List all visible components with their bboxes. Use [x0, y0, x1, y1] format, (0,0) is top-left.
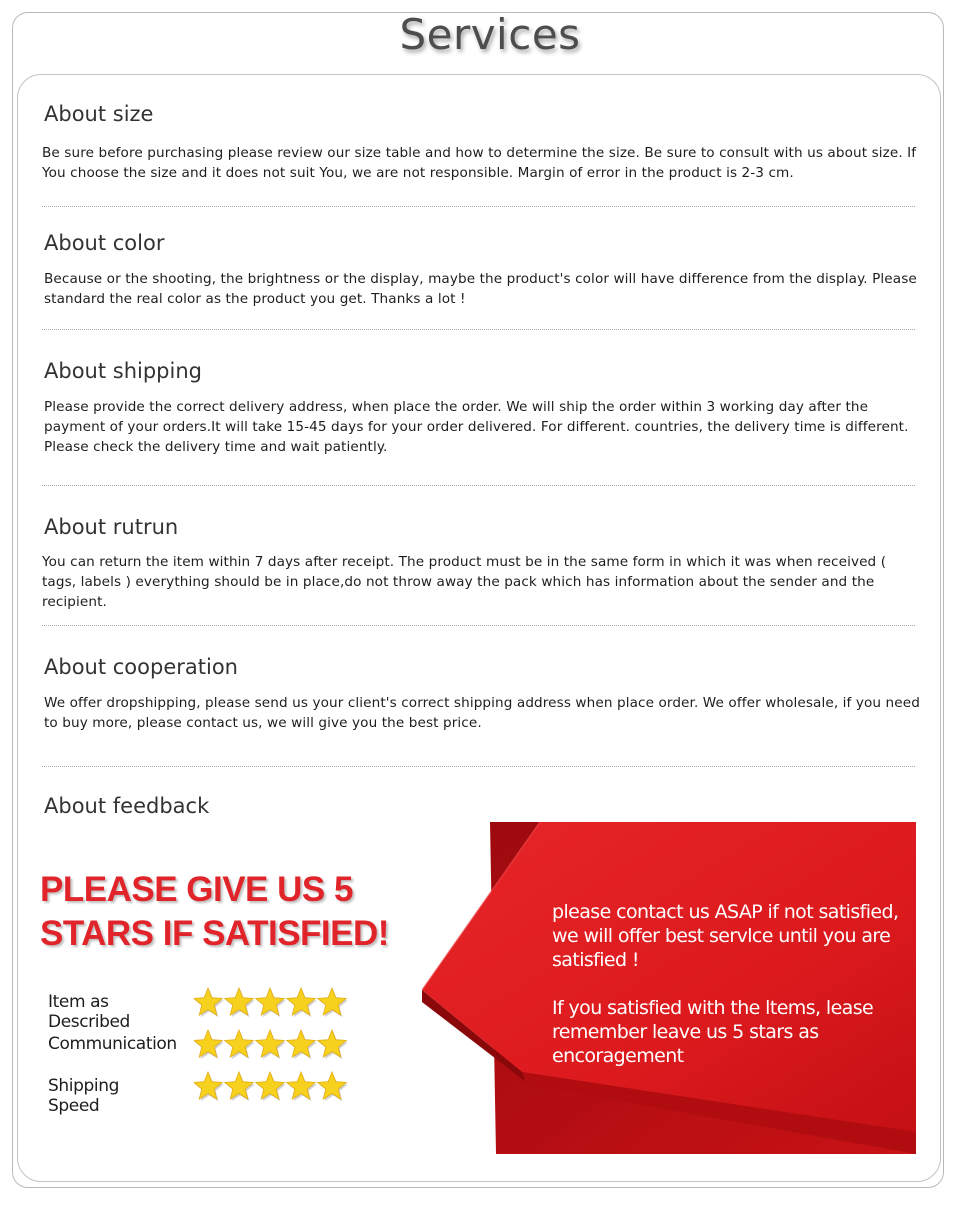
section-body-cooperation: We offer dropshipping, please send us your client's correct shipping address when place order. We offer wholesale, if you need to buy more, please contact us, we will give you the best price. [44, 695, 920, 731]
section-body-shipping: Please provide the correct delivery address, when place the order. We will ship the order within 3 working day after the payment of your orders.It will take 15-45 days for your order delivered. For different. countries, the delivery time is different. Please check the delivery time and wait patiently. [44, 399, 909, 455]
red-box-message-1: please contact us ASAP if not satisfied, we will offer best servlce until you are satisfied ! [552, 901, 899, 971]
section-divider [42, 625, 915, 626]
section-body-color: Because or the shooting, the brightness or the display, maybe the product's color will have difference from the display. Please standard the real color as the product you get. Thanks a lot ! [44, 271, 917, 307]
section-heading-color: About color [44, 231, 165, 255]
rating-label: Item as Described [48, 992, 130, 1032]
rating-label: Communication [48, 1034, 177, 1054]
star-rating [194, 1070, 354, 1104]
feedback-headline-line1: PLEASE GIVE US 5 [40, 870, 353, 909]
section-divider [42, 766, 915, 767]
section-body-return: You can return the item within 7 days after receipt. The product must be in the same form in which it was when received ( tags, labels ) everything should be in place,do not throw away the pack which has information about the sender and the recipient. [42, 554, 887, 610]
section-divider [42, 329, 915, 330]
section-divider [42, 206, 915, 207]
star-rating [194, 1028, 354, 1062]
section-heading-feedback: About feedback [44, 794, 210, 818]
section-heading-return: About rutrun [44, 515, 179, 539]
red-gift-box-image [422, 822, 916, 1154]
section-divider [42, 485, 915, 486]
star-rating [194, 986, 354, 1020]
section-heading-cooperation: About cooperation [44, 655, 238, 679]
feedback-headline [40, 868, 389, 956]
feedback-headline-line2: STARS IF SATISFIED! [40, 914, 389, 953]
rating-label: Shipping Speed [48, 1076, 119, 1116]
section-heading-shipping: About shipping [44, 359, 202, 383]
section-body-size: Be sure before purchasing please review our size table and how to determine the size. Be sure to consult with us about size. If You choose the size and it does not suit You, we are not responsible. Margin of error in the product is 2-3 cm. [42, 145, 917, 181]
red-box-message-2: If you satisfied with the ltems, lease remember leave us 5 stars as encoragement [552, 997, 874, 1067]
section-heading-size: About size [44, 102, 154, 126]
page-title: Services [399, 10, 581, 59]
